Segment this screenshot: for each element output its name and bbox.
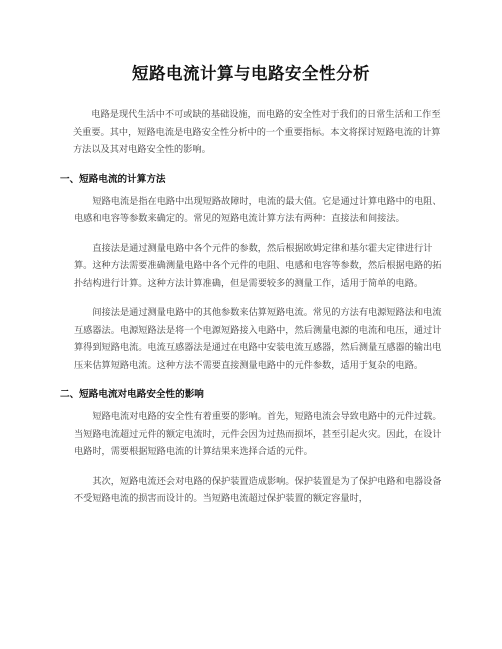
document-title: 短路电流计算与电路安全性分析	[132, 64, 370, 83]
intro-paragraph: 电路是现代生活中不可或缺的基础设施，而电路的安全性对于我们的日常生活和工作至关重要。其中，短路电流是电路安全性分析中的一个重要指标。本文将探讨短路电流的计算方法以及其对电路安全性的影响。	[73, 109, 441, 155]
section-heading-calculation: 一、短路电流的计算方法	[60, 173, 166, 185]
paragraph-direct-method: 直接法是通过测量电路中各个元件的参数，然后根据欧姆定律和基尔霍夫定律进行计算。这种方法需要准确测量电路中各个元件的电阻、电感和电容等参数，然后根据电路的拓扑结构进行计算。这种方法计算准确，但是需要较多的测量工作，适用于简单的电路。	[74, 242, 442, 289]
paragraph-protection: 其次，短路电流还会对电路的保护装置造成影响。保护装置是为了保护电路和电器设备不受短路电流的损害而设计的。当短路电流超过保护装置的额定容量时，	[74, 475, 442, 504]
paragraph-overload: 短路电流对电路的安全性有着重要的影响。首先，短路电流会导致电路中的元件过载。当短路电流超过元件的额定电流时，元件会因为过热而损坏，甚至引起火灾。因此，在设计电路时，需要根据短路电流的计算结果来选择合适的元件。	[74, 411, 442, 457]
section-heading-safety: 二、短路电流对电路安全性的影响	[60, 389, 204, 400]
paragraph-definition: 短路电流是指在电路中出现短路故障时，电流的最大值。它是通过计算电路中的电阻、电感和电容等参数来确定的。常见的短路电流计算方法有两种：直接法和间接法。	[74, 195, 442, 224]
paragraph-indirect-method: 间接法是通过测量电路中的其他参数来估算短路电流。常见的方法有电源短路法和电流互感器法。电源短路法是将一个电源短路接入电路中，然后测量电源的电流和电压，通过计算得到短路电流。电流互感器法是通过在电路中安装电流互感器，然后测量互感器的输出电压来估算短路电流。这种方法不需要直接测量电路中的元件参数，适用于复杂的电路。	[74, 307, 442, 371]
